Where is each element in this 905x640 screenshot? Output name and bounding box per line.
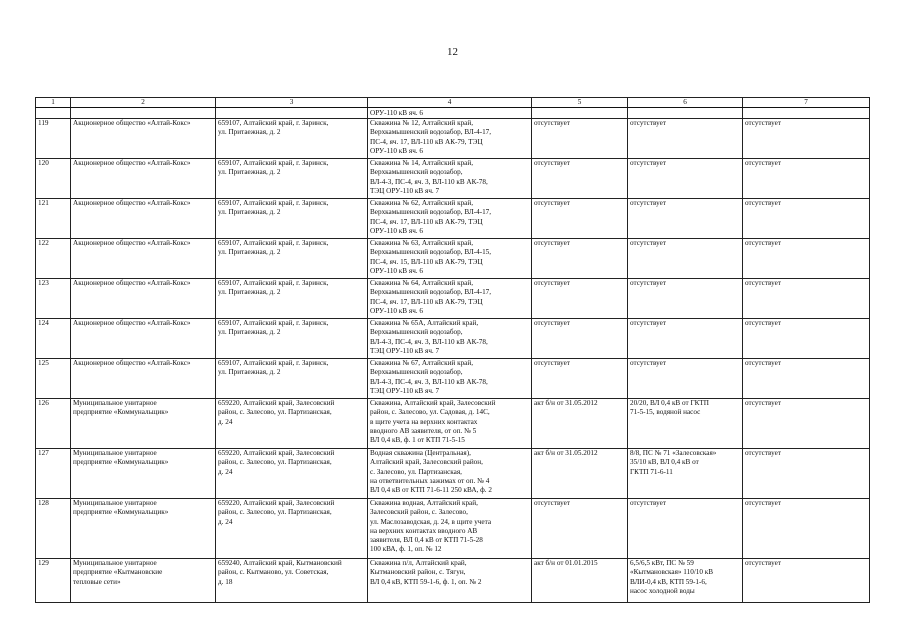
cell-line: Скважина № 12, Алтайский край, [370,119,473,127]
address-cell [216,559,368,603]
address-cell [216,399,368,449]
cell-line: Верхкамышенский водозабор, [370,368,463,377]
table-cell [743,108,870,119]
column-number: 6 [628,98,743,108]
col6-cell [628,559,743,603]
cell-line: «Кытмановская» 110/10 кВ [630,568,714,577]
cell-line: 659107, Алтайский край, г. Заринск, [218,239,329,247]
cell-line: тепловые сети» [73,577,121,586]
table-row [36,119,870,159]
cell-line: Муниципальное унитарное [73,399,157,407]
cell-line: ВЛ 0,4 кВ, КТП 59-1-6, ф. 1, оп. № 2 [370,577,482,586]
table-cell [71,108,216,119]
cell-line: ОРУ-110 кВ яч. 6 [370,266,423,275]
table-row [36,559,870,603]
cell-line: предприятие «Коммунальщик» [73,458,169,467]
row-number: 129 [36,559,71,603]
col5-cell [532,199,628,239]
col7-cell [743,199,870,239]
cell-line: акт б/н от 31.05.2012 [534,449,598,457]
cell-line: 659220, Алтайский край, Залесовский [218,449,335,457]
row-number: 121 [36,199,71,239]
col7-cell [743,499,870,559]
org-cell [71,449,216,499]
col7-cell [743,319,870,359]
cell-line: Верхкамышенский водозабор, [370,328,463,337]
cell-line: Скважина № 63, Алтайский край, [370,239,473,247]
cell-line: Скважина № 65А, Алтайский край, [370,319,479,327]
table-row [36,159,870,199]
col6-cell [628,399,743,449]
cell-line: Верхкамышенский водозабор, ВЛ-4-15, [370,248,492,257]
cell-line: 659220, Алтайский край, Залесовский [218,499,335,507]
cell-line: отсутствует [745,559,781,567]
cell-line: Муниципальное унитарное [73,559,157,567]
cell-line: насос холодной воды [630,586,695,595]
col5-cell [532,359,628,399]
cell-line: Муниципальное унитарное [73,499,157,507]
cell-line: Акционерное общество «Алтай-Кокс» [73,119,191,127]
col7-cell [743,559,870,603]
org-cell [71,239,216,279]
cell-line: отсутствует [534,239,570,247]
row-number: 122 [36,239,71,279]
cell-line: ОРУ-110 кВ яч. 6 [370,306,423,315]
col5-cell [532,119,628,159]
cell-line: Акционерное общество «Алтай-Кокс» [73,239,191,247]
table-cell [628,108,743,119]
cell-line: отсутствует [534,159,570,167]
cell-line: 659220, Алтайский край, Залесовский [218,399,335,407]
cell-line: Верхкамышенский водозабор, ВЛ-4-17, [370,208,492,217]
object-cell [368,239,532,279]
column-number: 3 [216,98,368,108]
cell-line: предприятие «Коммунальщик» [73,408,169,417]
cell-line: отсутствует [745,279,781,287]
cell-line: отсутствует [745,199,781,207]
cell-line: отсутствует [534,279,570,287]
table-row [36,199,870,239]
cell-line: отсутствует [745,449,781,457]
cell-line: ул. Притаежная, д. 2 [218,288,281,297]
cell-line: район, с. Залесово, ул. Партизанская, [218,408,332,417]
cell-line: д. 24 [218,467,233,476]
col7-cell [743,399,870,449]
row-number: 119 [36,119,71,159]
cell-line: ГКТП 71-6-11 [630,467,673,476]
register-table [35,97,870,603]
col5-cell [532,319,628,359]
table-row [36,449,870,499]
table-row [36,239,870,279]
cell-line: отсутствует [630,319,666,327]
cell-line: Скважина № 64, Алтайский край, [370,279,473,287]
cell-line: Скважина водная, Алтайский край, [370,499,478,507]
cell-line: 659107, Алтайский край, г. Заринск, [218,359,329,367]
cell-line: отсутствует [630,499,666,507]
col7-cell [743,359,870,399]
cell-line: отсутствует [534,499,570,507]
org-cell [71,319,216,359]
cell-line: район, с. Кытманово, ул. Советская, [218,568,329,577]
col7-cell [743,119,870,159]
cell-line: отсутствует [630,359,666,367]
cell-line: ВЛ 0,4 кВ от КТП 71-6-11 250 кВА, ф. 2 [370,486,492,495]
table-cell [36,108,71,119]
cell-line: отсутствует [630,239,666,247]
cell-line: д. 18 [218,577,233,586]
col5-cell [532,449,628,499]
cell-line: район, с. Залесово, ул. Партизанская, [218,508,332,517]
cell-line: 8/8, ПС № 71 «Залесовская» [630,449,717,457]
table-cell: ОРУ-110 кВ яч. 6 [368,108,532,119]
col6-cell [628,239,743,279]
table-row [36,399,870,449]
address-cell [216,119,368,159]
col6-cell [628,319,743,359]
address-cell [216,159,368,199]
org-cell [71,119,216,159]
cell-line: отсутствует [534,359,570,367]
object-cell [368,399,532,449]
cell-line: отсутствует [534,119,570,127]
cell-line: Акционерное общество «Алтай-Кокс» [73,199,191,207]
address-cell [216,319,368,359]
table-row [36,279,870,319]
cell-line: 659107, Алтайский край, г. Заринск, [218,119,329,127]
cell-line: ВЛ-4-3, ПС-4, яч. 3, ВЛ-110 кВ АК-78, [370,337,488,346]
cell-line: Залесовский район, с. Залесово, [370,508,468,517]
cell-line: ТЭЦ ОРУ-110 кВ яч. 7 [370,346,440,355]
col7-cell [743,159,870,199]
col6-cell [628,119,743,159]
col7-cell [743,239,870,279]
object-cell [368,559,532,603]
table-cell [532,108,628,119]
cell-line: ВЛ 0,4 кВ, ф. 1 от КТП 71-5-15 [370,436,465,445]
cell-line: отсутствует [534,319,570,327]
cell-line: ПС-4, яч. 15, ВЛ-110 кВ АК-79, ТЭЦ [370,257,483,266]
org-cell [71,159,216,199]
page-number: 12 [447,46,458,58]
cell-line: Верхкамышенский водозабор, ВЛ-4-17, [370,288,492,297]
address-cell [216,359,368,399]
cell-line: 71-5-15, водяной насос [630,408,701,417]
cell-line: отсутствует [745,159,781,167]
cell-line: ул. Притаежная, д. 2 [218,328,281,337]
address-cell [216,239,368,279]
cell-line: отсутствует [745,359,781,367]
cell-line: Скважина № 14, Алтайский край, [370,159,473,167]
cell-line: заявителя, ВЛ 0,4 кВ от КТП 71-5-28 [370,536,483,545]
col6-cell [628,159,743,199]
org-cell [71,359,216,399]
column-number: 7 [743,98,870,108]
column-number: 2 [71,98,216,108]
cell-line: ВЛ-4-3, ПС-4, яч. 3, ВЛ-110 кВ АК-78, [370,377,488,386]
cell-line: д. 24 [218,517,233,526]
cell-line: ул. Притаежная, д. 2 [218,128,281,137]
col5-cell [532,279,628,319]
cell-line: акт б/н от 01.01.2015 [534,559,598,567]
cell-line: ПС-4, яч. 17, ВЛ-110 кВ АК-79, ТЭЦ [370,297,483,306]
cell-line: 659107, Алтайский край, г. Заринск, [218,199,329,207]
object-cell [368,319,532,359]
col6-cell [628,359,743,399]
col6-cell [628,499,743,559]
object-cell [368,499,532,559]
cell-line: отсутствует [630,159,666,167]
cell-line: на верхних контактах вводного АВ [370,526,478,535]
table-row [36,319,870,359]
cell-line: ул. Притаежная, д. 2 [218,368,281,377]
cell-line: отсутствует [745,499,781,507]
object-cell [368,199,532,239]
cell-line: отсутствует [534,199,570,207]
continuation-row [36,108,870,119]
cell-line: ВЛ-4-3, ПС-4, яч. 3, ВЛ-110 кВ АК-78, [370,177,488,186]
row-number: 123 [36,279,71,319]
cell-line: ПС-4, яч. 17, ВЛ-110 кВ АК-79, ТЭЦ [370,137,483,146]
cell-line: предприятие «Коммунальщик» [73,508,169,517]
cell-line: отсутствует [745,239,781,247]
org-cell [71,279,216,319]
cell-line: 20/20, ВЛ 0,4 кВ от ГКТП [630,399,709,407]
cell-line: Скважина № 67, Алтайский край, [370,359,473,367]
cell-line: Акционерное общество «Алтай-Кокс» [73,319,191,327]
cell-line: вводного АВ заявителя, от оп. № 5 [370,426,477,435]
object-cell [368,359,532,399]
cell-line: Акционерное общество «Алтай-Кокс» [73,279,191,287]
cell-line: на ответвительных зажимах от оп. № 4 [370,476,490,485]
cell-line: Верхкамышенский водозабор, [370,168,463,177]
cell-line: 100 кВА, ф. 1, оп. № 12 [370,545,442,554]
address-cell [216,199,368,239]
row-number: 127 [36,449,71,499]
cell-line: ул. Маслозаводская, д. 24, в щите учета [370,517,492,526]
cell-line: с. Залесово, ул. Партизанская, [370,467,462,476]
cell-line: ул. Притаежная, д. 2 [218,168,281,177]
cell-line: ОРУ-110 кВ яч. 6 [370,226,423,235]
cell-line: ТЭЦ ОРУ-110 кВ яч. 7 [370,386,440,395]
cell-line: ВЛИ-0,4 кВ, КТП 59-1-6, [630,577,707,586]
address-cell [216,499,368,559]
column-number: 1 [36,98,71,108]
cell-line: Кытмановский район, с. Тягун, [370,568,466,577]
cell-line: отсутствует [745,119,781,127]
table-body [36,108,870,603]
cell-line: отсутствует [745,319,781,327]
address-cell [216,449,368,499]
cell-line: 659107, Алтайский край, г. Заринск, [218,279,329,287]
address-cell [216,279,368,319]
cell-line: отсутствует [630,279,666,287]
cell-line: район, с. Залесово, ул. Партизанская, [218,458,332,467]
cell-line: акт б/н от 31.05.2012 [534,399,598,407]
cell-line: Муниципальное унитарное [73,449,157,457]
cell-line: 35/10 кВ, ВЛ 0,4 кВ от [630,458,699,467]
column-number: 5 [532,98,628,108]
col5-cell [532,159,628,199]
column-number: 4 [368,98,532,108]
row-number: 124 [36,319,71,359]
row-number: 126 [36,399,71,449]
col5-cell [532,399,628,449]
cell-line: в щите учета на верхних контактах [370,417,478,426]
table-row [36,499,870,559]
cell-line: предприятие «Кытмановские [73,568,163,577]
col5-cell [532,559,628,603]
org-cell [71,559,216,603]
cell-line: 659107, Алтайский край, г. Заринск, [218,319,329,327]
cell-line: Скважина, Алтайский край, Залесовский [370,399,496,407]
col6-cell [628,449,743,499]
col7-cell [743,279,870,319]
row-number: 120 [36,159,71,199]
col6-cell [628,279,743,319]
object-cell [368,449,532,499]
cell-line: отсутствует [745,399,781,407]
cell-line: 659107, Алтайский край, г. Заринск, [218,159,329,167]
cell-line: ул. Притаежная, д. 2 [218,208,281,217]
cell-line: отсутствует [630,199,666,207]
cell-line: Алтайский край, Залесовский район, [370,458,483,467]
row-number: 125 [36,359,71,399]
cell-line: Водная скважина (Центральная), [370,449,471,457]
col5-cell [532,239,628,279]
object-cell [368,119,532,159]
object-cell [368,279,532,319]
column-number-row [36,98,870,108]
row-number: 128 [36,499,71,559]
col7-cell [743,449,870,499]
cell-line: район, с. Залесово, ул. Садовая, д. 14С, [370,408,490,417]
org-cell [71,399,216,449]
cell-line: Скважина п/л, Алтайский край, [370,559,467,567]
cell-line: Верхкамышенский водозабор, ВЛ-4-17, [370,128,492,137]
table-row [36,359,870,399]
table-cell [216,108,368,119]
col6-cell [628,199,743,239]
object-cell [368,159,532,199]
cell-line: отсутствует [630,119,666,127]
cell-line: д. 24 [218,417,233,426]
cell-line: Акционерное общество «Алтай-Кокс» [73,359,191,367]
cell-line: ул. Притаежная, д. 2 [218,248,281,257]
cell-line: ОРУ-110 кВ яч. 6 [370,146,423,155]
cell-line: 6,5/6,5 кВт, ПС № 59 [630,559,694,567]
cell-line: ПС-4, яч. 17, ВЛ-110 кВ АК-79, ТЭЦ [370,217,483,226]
cell-line: ТЭЦ ОРУ-110 кВ яч. 7 [370,186,440,195]
col5-cell [532,499,628,559]
cell-line: Скважина № 62, Алтайский край, [370,199,473,207]
org-cell [71,499,216,559]
org-cell [71,199,216,239]
cell-line: 659240, Алтайский край, Кытмановский [218,559,342,567]
cell-line: Акционерное общество «Алтай-Кокс» [73,159,191,167]
